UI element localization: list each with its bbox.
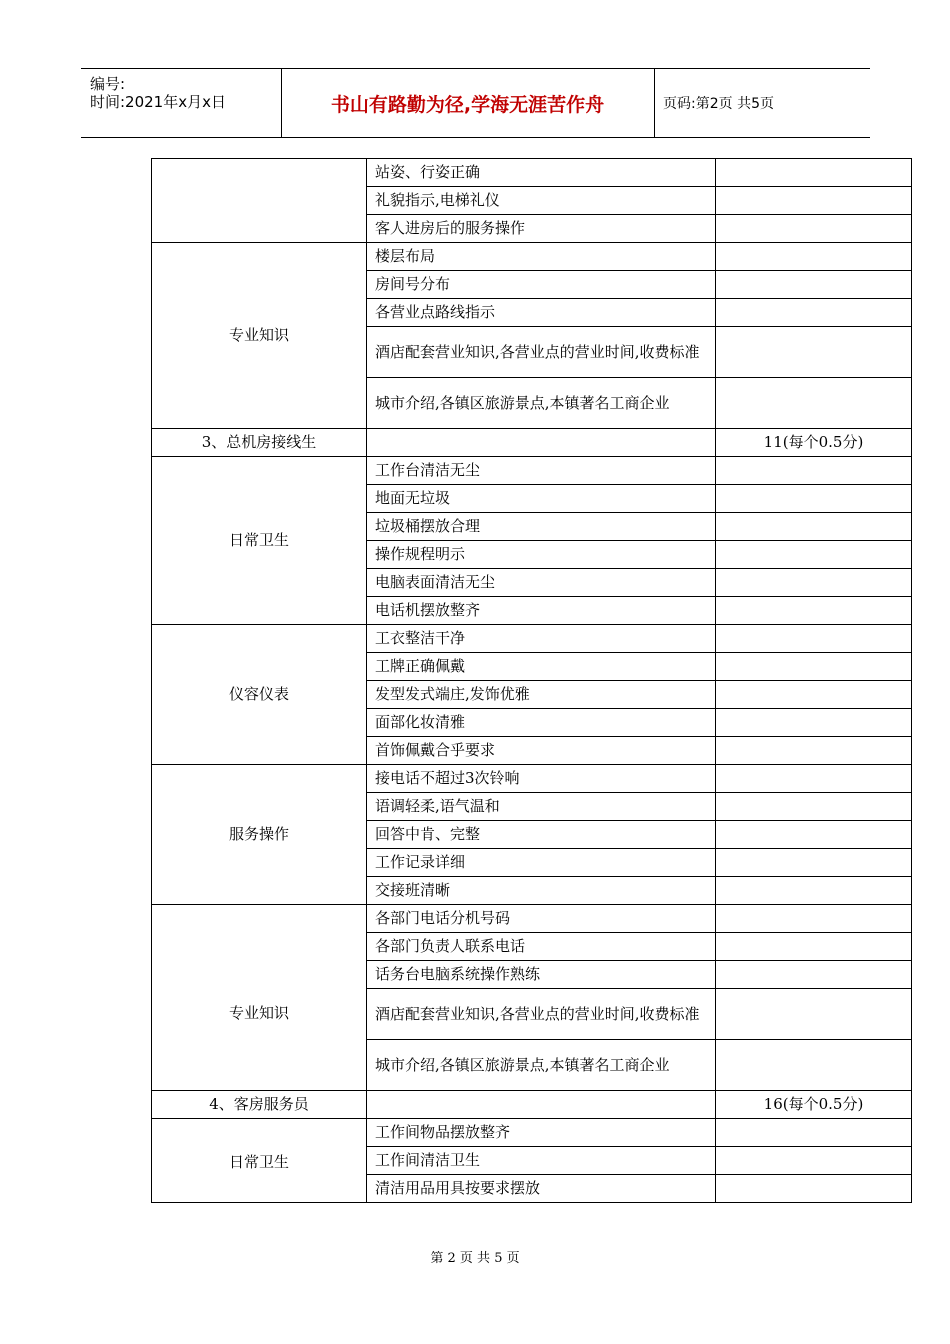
section-row: [152, 1091, 912, 1119]
document-number-label: 编号:: [90, 75, 126, 93]
header-page-info: 页码:第2页 共5页: [663, 96, 774, 112]
score-cell: [716, 625, 912, 653]
score-cell: [716, 653, 912, 681]
category-cell: 专业知识: [152, 905, 367, 1091]
item-cell: 发型发式端庄,发饰优雅: [367, 681, 716, 709]
score-cell: [716, 159, 912, 187]
section-score: 16(每个0.5分): [716, 1091, 912, 1119]
item-cell: 客人进房后的服务操作: [367, 215, 716, 243]
item-cell: 工作记录详细: [367, 849, 716, 877]
item-cell: 工作台清洁无尘: [367, 457, 716, 485]
score-cell: [716, 187, 912, 215]
score-cell: [716, 793, 912, 821]
item-cell: 面部化妆清雅: [367, 709, 716, 737]
score-cell: [716, 709, 912, 737]
item-cell: [367, 1091, 716, 1119]
item-cell: 电脑表面清洁无尘: [367, 569, 716, 597]
table-row: [152, 905, 912, 933]
item-cell: 酒店配套营业知识,各营业点的营业时间,收费标准: [367, 989, 716, 1040]
item-cell: 接电话不超过3次铃响: [367, 765, 716, 793]
category-cell: 服务操作: [152, 765, 367, 905]
item-cell: 各部门负责人联系电话: [367, 933, 716, 961]
score-cell: [716, 271, 912, 299]
category-cell: 日常卫生: [152, 1119, 367, 1203]
item-cell: 操作规程明示: [367, 541, 716, 569]
score-cell: [716, 299, 912, 327]
item-cell: 地面无垃圾: [367, 485, 716, 513]
score-cell: [716, 597, 912, 625]
score-cell: [716, 327, 912, 378]
score-cell: [716, 378, 912, 429]
score-cell: [716, 877, 912, 905]
header-motto: 书山有路勤为径,学海无涯苦作舟: [281, 69, 655, 137]
score-cell: [716, 215, 912, 243]
item-cell: 工衣整洁干净: [367, 625, 716, 653]
item-cell: 电话机摆放整齐: [367, 597, 716, 625]
score-cell: [716, 933, 912, 961]
score-cell: [716, 765, 912, 793]
item-cell: 首饰佩戴合乎要求: [367, 737, 716, 765]
item-cell: 清洁用品用具按要求摆放: [367, 1175, 716, 1203]
page-footer: 第 2 页 共 5 页: [430, 1251, 520, 1266]
score-cell: [716, 961, 912, 989]
score-cell: [716, 849, 912, 877]
score-cell: [716, 821, 912, 849]
header-meta: [81, 69, 282, 137]
table-row: [152, 765, 912, 793]
score-cell: [716, 1147, 912, 1175]
item-cell: 楼层布局: [367, 243, 716, 271]
table-row: [152, 159, 912, 187]
category-cell: 专业知识: [152, 243, 367, 429]
item-cell: 房间号分布: [367, 271, 716, 299]
item-cell: 各部门电话分机号码: [367, 905, 716, 933]
score-cell: [716, 905, 912, 933]
item-cell: 站姿、行姿正确: [367, 159, 716, 187]
section-title: 3、总机房接线生: [152, 429, 367, 457]
table-row: [152, 457, 912, 485]
item-cell: [367, 429, 716, 457]
score-cell: [716, 485, 912, 513]
item-cell: 交接班清晰: [367, 877, 716, 905]
table-row: [152, 1119, 912, 1147]
document-date: 时间:2021年x月x日: [90, 93, 226, 111]
table-row: [152, 243, 912, 271]
score-cell: [716, 989, 912, 1040]
item-cell: 话务台电脑系统操作熟练: [367, 961, 716, 989]
category-cell: 仪容仪表: [152, 625, 367, 765]
item-cell: 工作间清洁卫生: [367, 1147, 716, 1175]
score-cell: [716, 1040, 912, 1091]
item-cell: 酒店配套营业知识,各营业点的营业时间,收费标准: [367, 327, 716, 378]
table-row: [152, 625, 912, 653]
item-cell: 城市介绍,各镇区旅游景点,本镇著名工商企业: [367, 1040, 716, 1091]
score-cell: [716, 569, 912, 597]
item-cell: 工作间物品摆放整齐: [367, 1119, 716, 1147]
section-row: [152, 429, 912, 457]
score-cell: [716, 243, 912, 271]
item-cell: 各营业点路线指示: [367, 299, 716, 327]
section-title: 4、客房服务员: [152, 1091, 367, 1119]
score-cell: [716, 457, 912, 485]
item-cell: 工牌正确佩戴: [367, 653, 716, 681]
category-cell: 日常卫生: [152, 457, 367, 625]
score-cell: [716, 1119, 912, 1147]
category-cell-continued: [152, 159, 367, 243]
item-cell: 礼貌指示,电梯礼仪: [367, 187, 716, 215]
item-cell: 城市介绍,各镇区旅游景点,本镇著名工商企业: [367, 378, 716, 429]
item-cell: 回答中肯、完整: [367, 821, 716, 849]
score-cell: [716, 681, 912, 709]
item-cell: 语调轻柔,语气温和: [367, 793, 716, 821]
evaluation-table: [151, 158, 912, 1203]
score-cell: [716, 541, 912, 569]
section-score: 11(每个0.5分): [716, 429, 912, 457]
score-cell: [716, 1175, 912, 1203]
score-cell: [716, 737, 912, 765]
page-header: [81, 68, 870, 138]
score-cell: [716, 513, 912, 541]
item-cell: 垃圾桶摆放合理: [367, 513, 716, 541]
